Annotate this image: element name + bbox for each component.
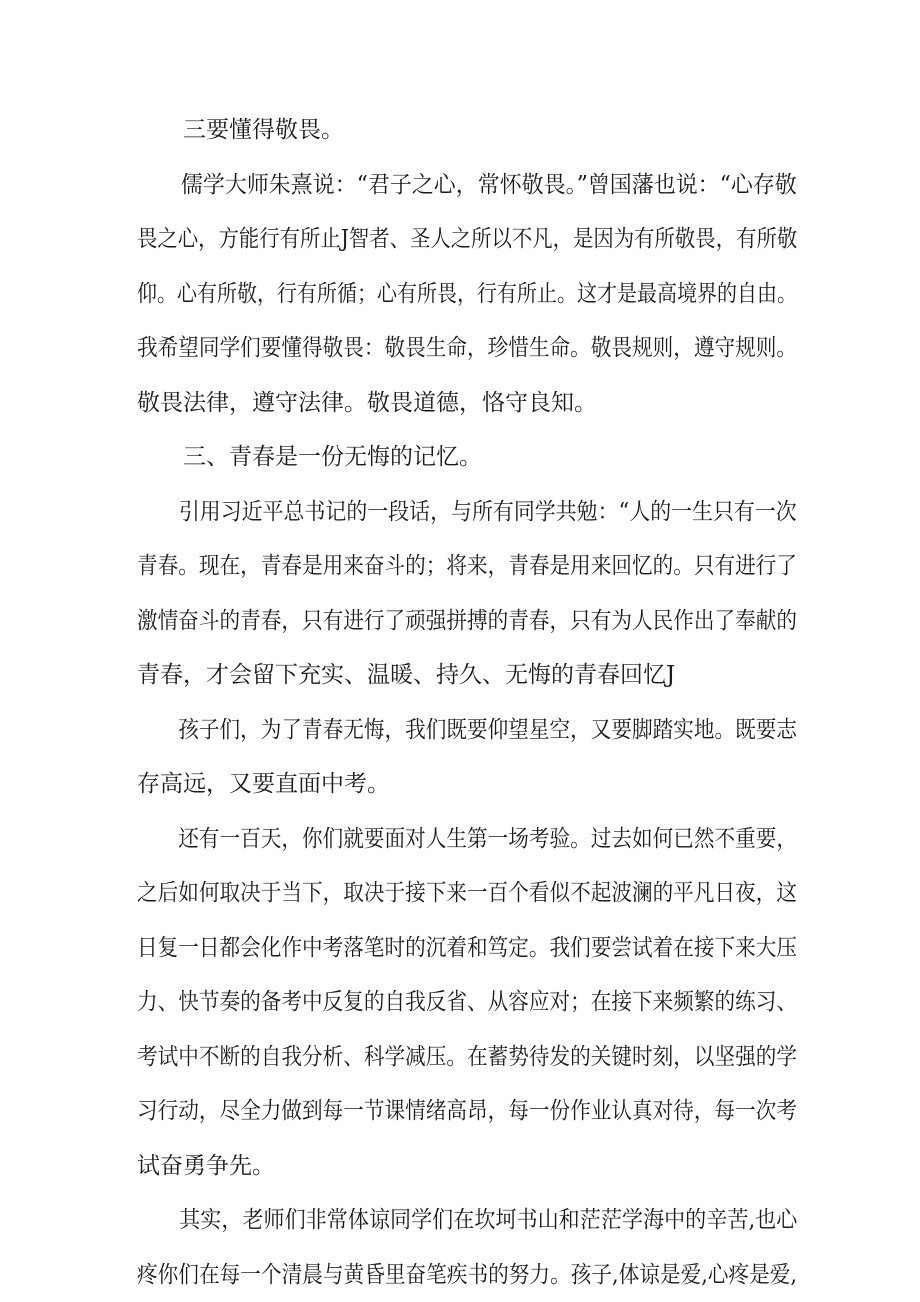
text-line: 青春。现在，青春是用来奋斗的；将来，青春是用来回忆的。只有进行了 — [137, 539, 729, 594]
text-line: 三、青春是一份无悔的记忆。 — [137, 430, 797, 485]
text-line: 习行动，尽全力做到每一节课情绪高昂，每一份作业认真对待，每一次考 — [137, 1084, 729, 1139]
text-line: 敬畏法律，遵守法律。敬畏道德，恪守良知。 — [137, 376, 797, 431]
text-line: 力、快节奏的备考中反复的自我反省、从容应对；在接下来频繁的练习、 — [137, 975, 729, 1030]
text-line: 试奋勇争先。 — [137, 1139, 797, 1194]
paragraph — [137, 812, 797, 1194]
document-body — [137, 103, 797, 1302]
section-heading — [137, 103, 797, 158]
text-line: 激情奋斗的青春，只有进行了顽强拼搏的青春，只有为人民作出了奉献的 — [137, 594, 729, 649]
text-line: 我希望同学们要懂得敬畏：敬畏生命，珍惜生命。敬畏规则，遵守规则。 — [137, 321, 729, 376]
paragraph — [137, 1193, 797, 1302]
paragraph — [137, 158, 797, 431]
text-line: 考试中不断的自我分析、科学减压。在蓄势待发的关键时刻，以坚强的学 — [137, 1030, 729, 1085]
text-line: 之后如何取决于当下，取决于接下来一百个看似不起波澜的平凡日夜，这 — [137, 866, 729, 921]
text-line: 儒学大师朱熹说：“君子之心，常怀敬畏。”曾国藩也说：“心存敬 — [137, 158, 767, 213]
paragraph — [137, 485, 797, 703]
text-line: 青春，才会留下充实、温暖、持久、无悔的青春回忆J — [137, 648, 797, 703]
text-line: 孩子们，为了青春无悔，我们既要仰望星空，又要脚踏实地。既要志 — [137, 703, 729, 758]
text-line: 存高远，又要直面中考。 — [137, 757, 797, 812]
text-line: 畏之心，方能行有所止J智者、圣人之所以不凡，是因为有所敬畏，有所敬 — [137, 212, 722, 267]
text-line: 三要懂得敬畏。 — [137, 103, 797, 158]
paragraph — [137, 703, 797, 812]
text-line: 仰。心有所敬，行有所循；心有所畏，行有所止。这才是最高境界的自由。 — [137, 267, 711, 322]
text-line: 日复一日都会化作中考落笔时的沉着和笃定。我们要尝试着在接下来大压 — [137, 921, 729, 976]
text-line: 疼你们在每一个清晨与黄昏里奋笔疾书的努力。孩子,体谅是爱,心疼是爱, — [137, 1248, 730, 1302]
text-line: 其实，老师们非常体谅同学们在坎坷书山和茫茫学海中的辛苦,也心 — [137, 1193, 742, 1248]
text-line: 引用习近平总书记的一段话，与所有同学共勉：“人的一生只有一次 — [137, 485, 738, 540]
section-heading — [137, 430, 797, 485]
text-line: 还有一百天，你们就要面对人生第一场考验。过去如何已然不重要， — [137, 812, 729, 867]
